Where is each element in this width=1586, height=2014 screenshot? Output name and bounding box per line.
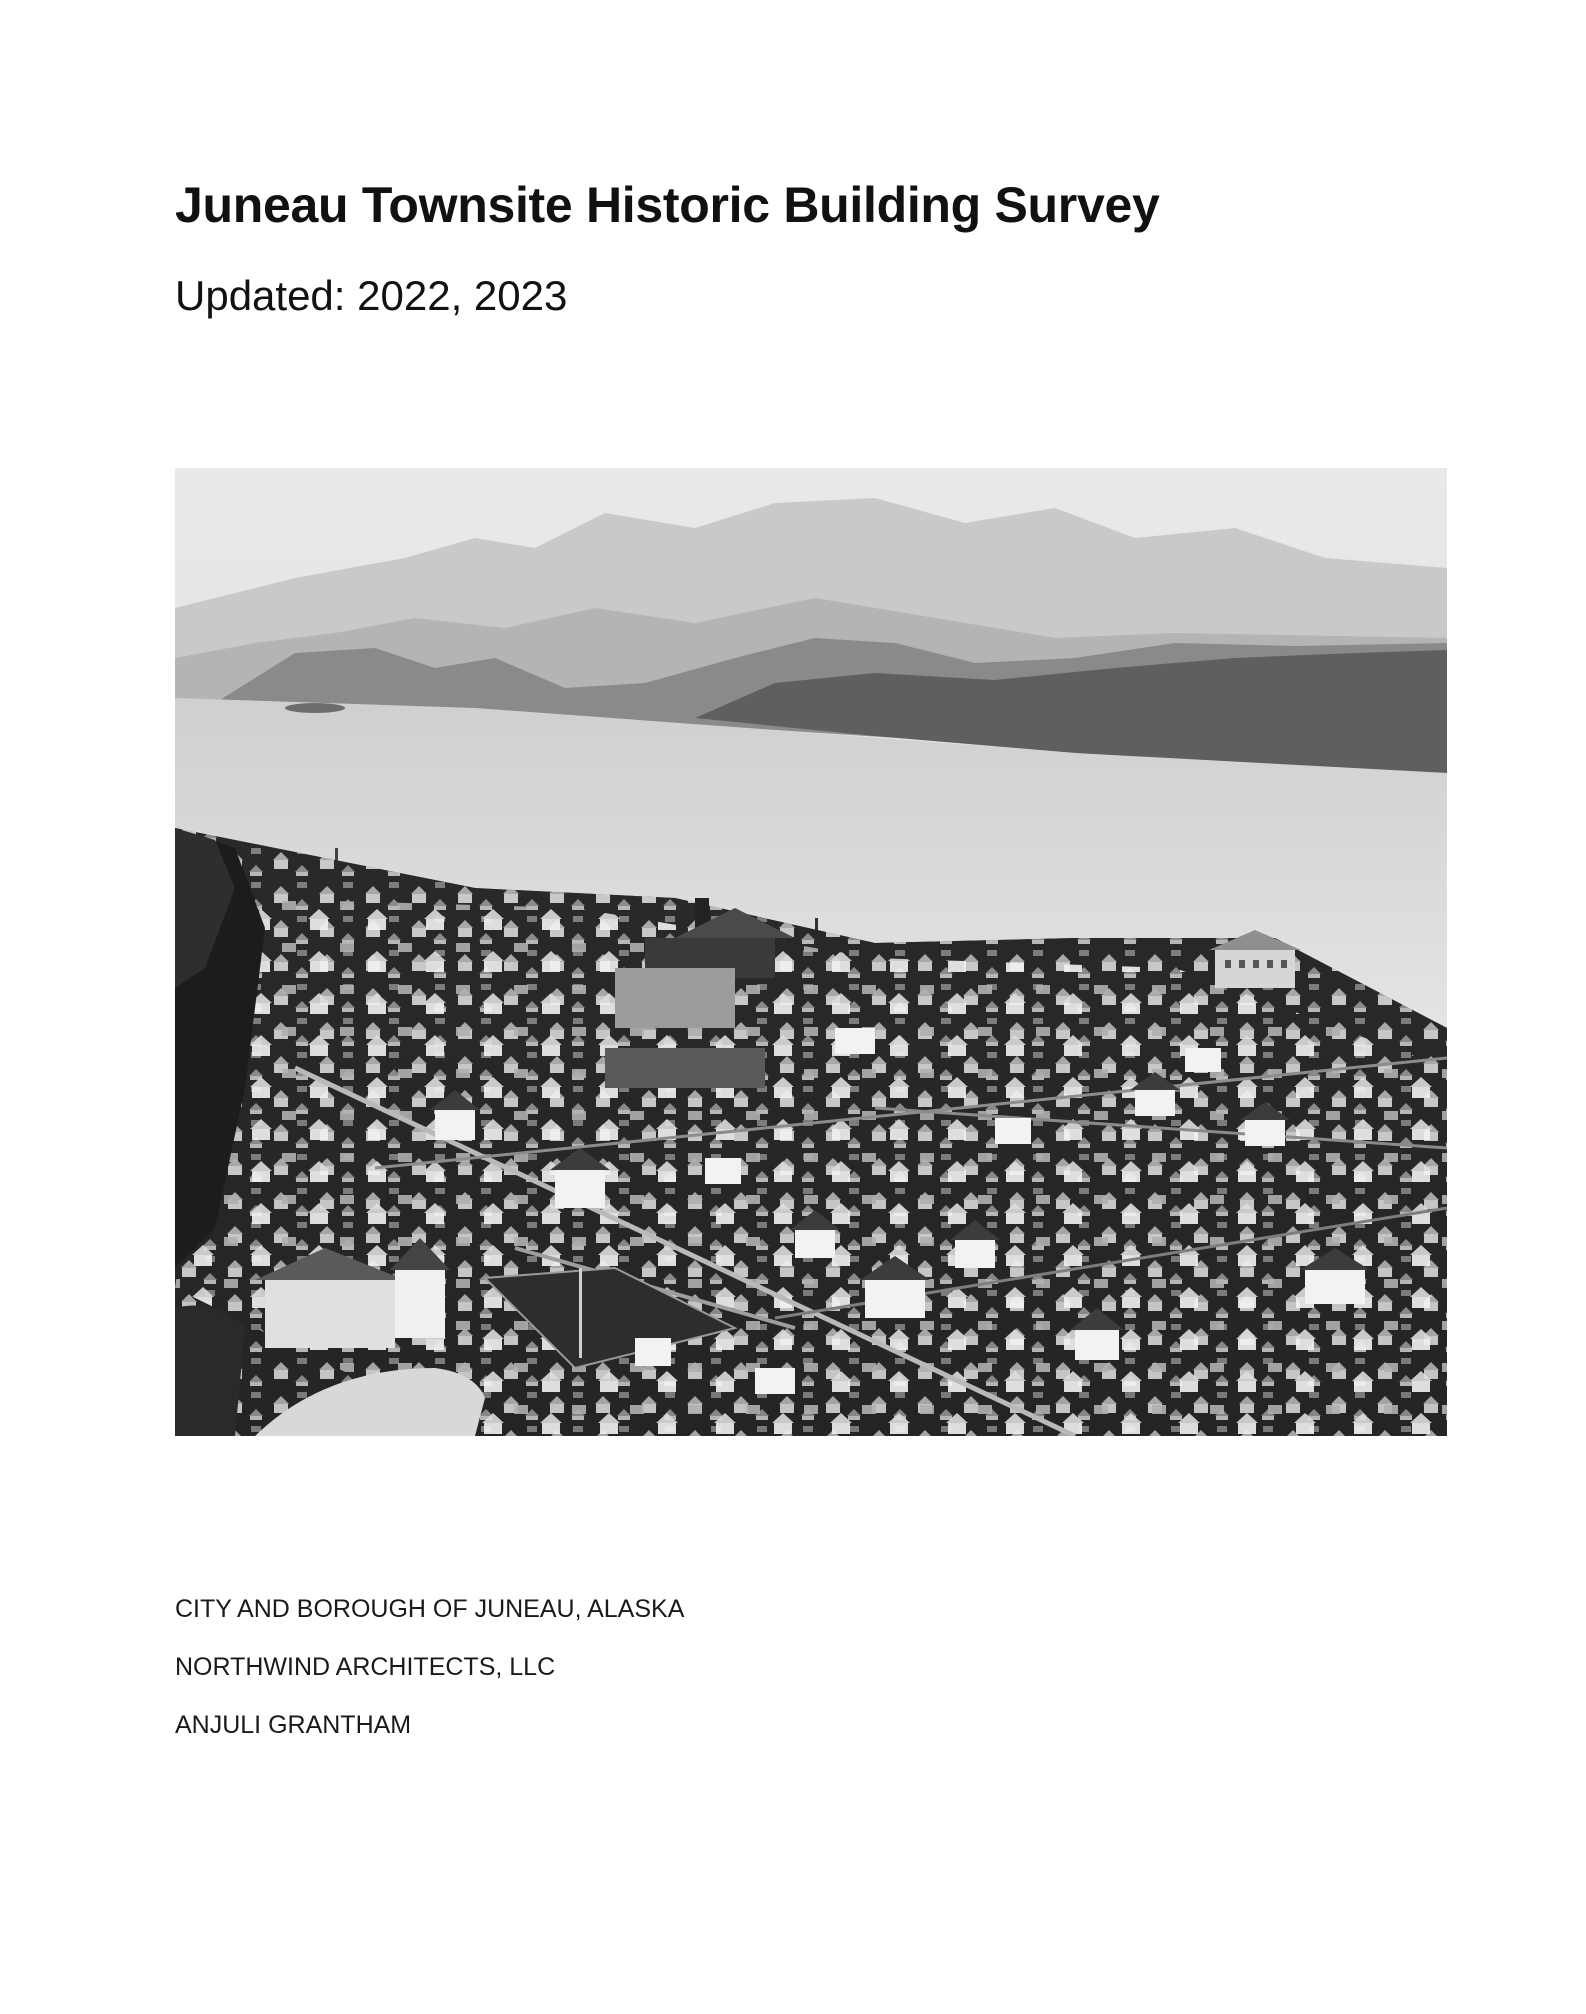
credit-line-architect: NORTHWIND ARCHITECTS, LLC <box>175 1653 556 1681</box>
cover-photo <box>175 468 1447 1436</box>
credit-line-client: CITY AND BOROUGH OF JUNEAU, ALASKA <box>175 1595 685 1623</box>
historic-townsite-photo <box>175 468 1447 1436</box>
updated-date: Updated: 2022, 2023 <box>175 272 568 319</box>
credit-line-author: ANJULI GRANTHAM <box>175 1711 412 1739</box>
credits-list <box>175 1580 684 1754</box>
document-title: Juneau Townsite Historic Building Survey <box>175 177 1160 233</box>
